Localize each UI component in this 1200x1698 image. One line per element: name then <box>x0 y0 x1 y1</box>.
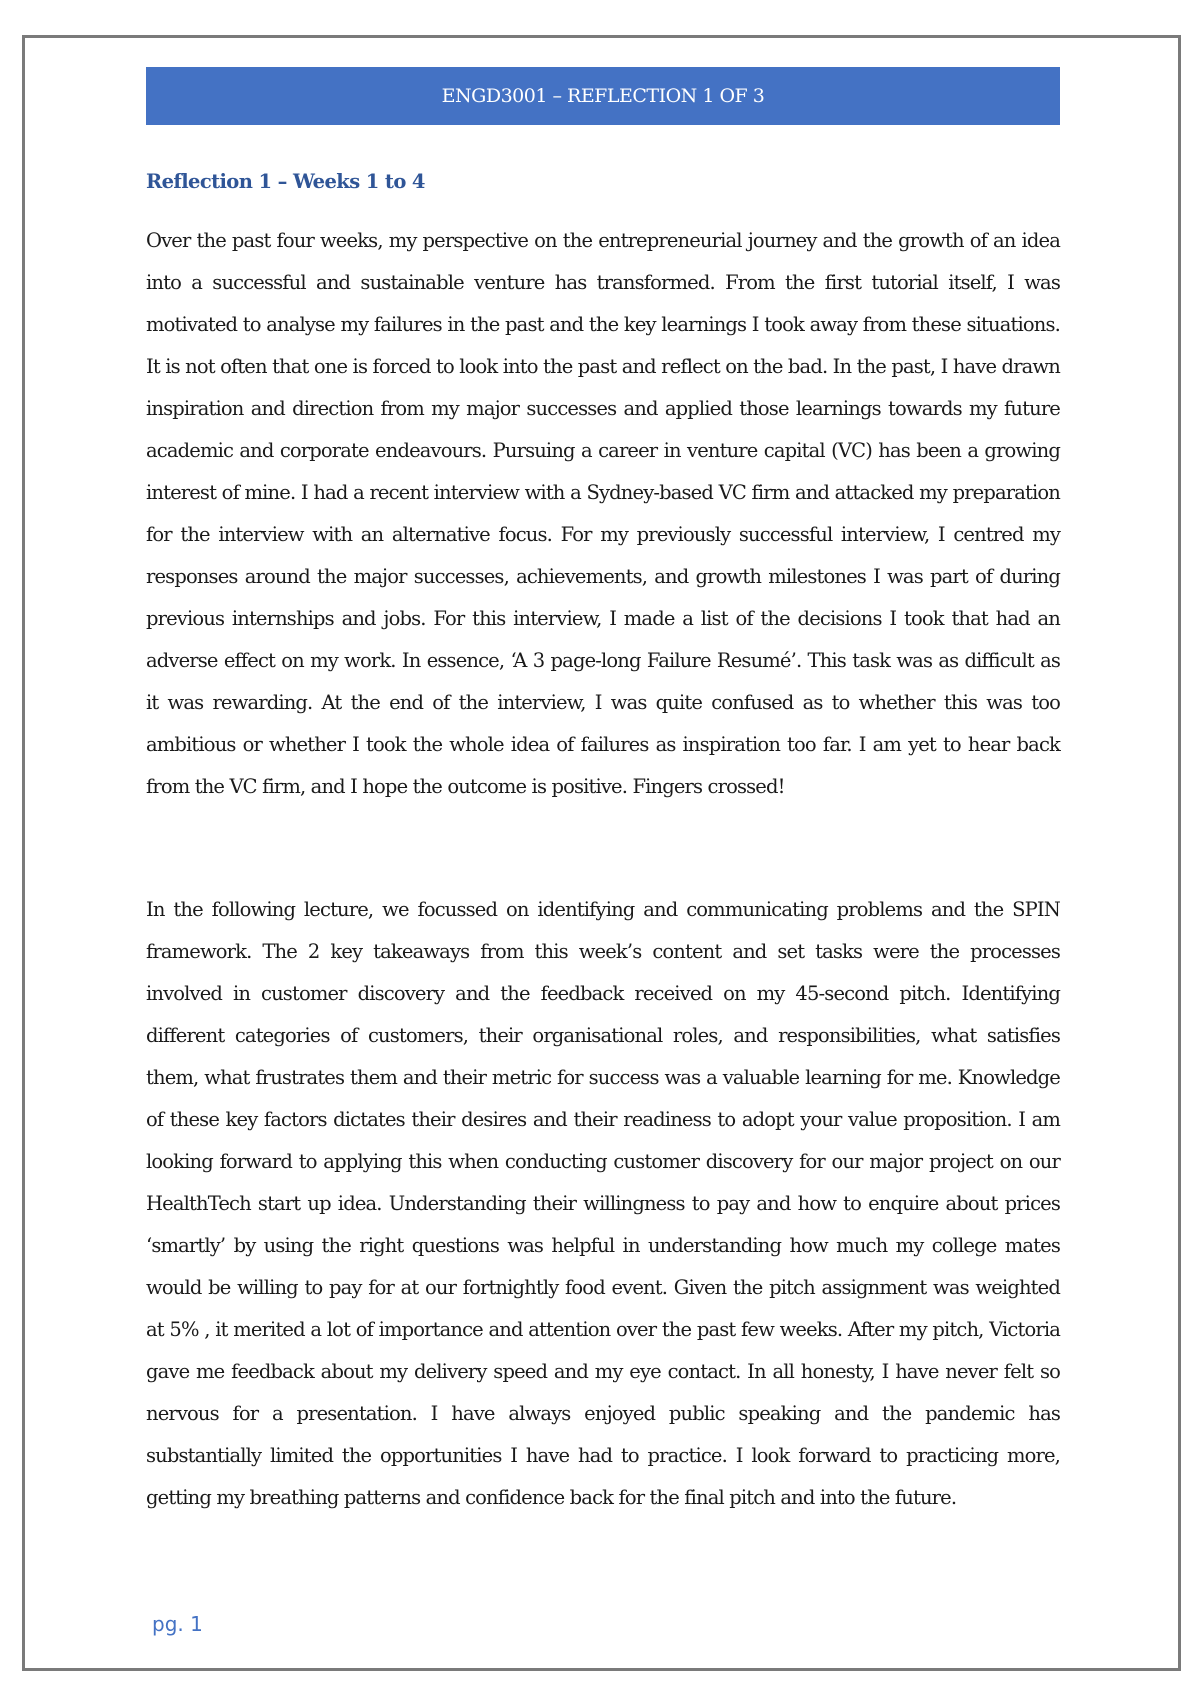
body-paragraph-2: In the following lecture, we focussed on identifying and communicating problems and the SPIN framework. The 2 key takeaways from this week’s content and set tasks were the processes involved in customer discovery and the feedback received on my 45-second pitch. Identifying different categories of customers, their organisational roles, and responsibilities, what satisfies them, what frustrates them and their metric for success was a valuable learning for me. Knowledge of these key factors dictates their desires and their readiness to adopt your value proposition. I am looking forward to applying this when conducting customer discovery for our major project on our HealthTech start up idea. Understanding their willingness to pay and how to enquire about prices ‘smartly’ by using the right questions was helpful in understanding how much my college mates would be willing to pay for at our fortnightly food event. Given the pitch assignment was weighted at 5% , it merited a lot of importance and attention over the past few weeks. After my pitch, Victoria gave me feedback about my delivery speed and my eye contact. In all honesty, I have never felt so nervous for a presentation. I have always enjoyed public speaking and the pandemic has substantially limited the opportunities I have had to practice. I look forward to practicing more, getting my breathing patterns and confidence back for the final pitch and into the future. <box>146 898 1060 1509</box>
document-title-banner: ENGD3001 – REFLECTION 1 OF 3 <box>146 67 1060 125</box>
body-paragraph-1: Over the past four weeks, my perspective on the entrepreneurial journey and the growth of an idea into a successful and sustainable venture has transformed. From the first tutorial itself, I was motivated to analyse my failures in the past and the key learnings I took away from these situations. It is not often that one is forced to look into the past and reflect on the bad. In the past, I have drawn inspiration and direction from my major successes and applied those learnings towards my future academic and corporate endeavours. Pursuing a career in venture capital (VC) has been a growing interest of mine. I had a recent interview with a Sydney-based VC firm and attacked my preparation for the interview with an alternative focus. For my previously successful interview, I centred my responses around the major successes, achievements, and growth milestones I was part of during previous internships and jobs. For this interview, I made a list of the decisions I took that had an adverse effect on my work. In essence, ‘A 3 page-long Failure Resumé’. This task was as difficult as it was rewarding. At the end of the interview, I was quite confused as to whether this was too ambitious or whether I took the whole idea of failures as inspiration too far. I am yet to hear back from the VC firm, and I hope the outcome is positive. Fingers crossed! <box>146 229 1060 798</box>
page-number: pg. 1 <box>152 1612 203 1636</box>
section-heading: Reflection 1 – Weeks 1 to 4 <box>146 170 425 193</box>
